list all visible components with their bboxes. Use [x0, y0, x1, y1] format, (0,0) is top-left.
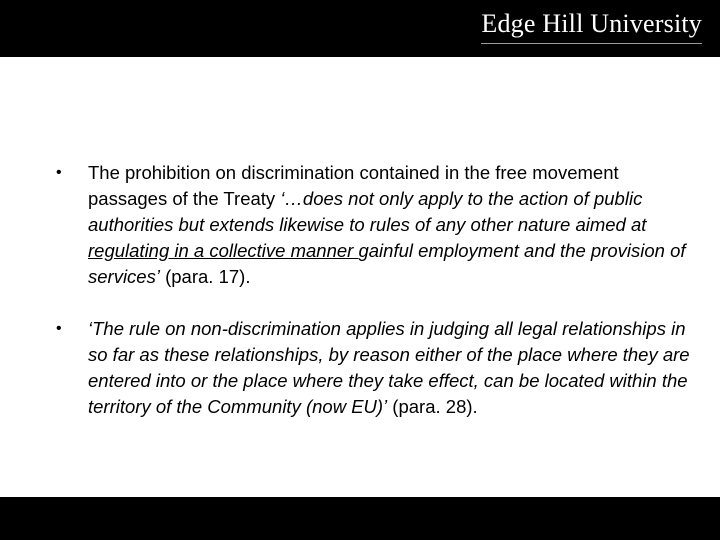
bullet-icon: • — [56, 320, 62, 337]
citation-text: (para. 28). — [387, 396, 478, 417]
quoted-text: ‘The rule on non-discrimination applies in judging all legal relationships in so far as these relationships, by reason either of the place where they are entered into or the place where they take effect, can be located within the territory of the Community (now EU)’ — [88, 318, 690, 417]
underlined-quoted-text: regulating in a collective manner — [88, 240, 359, 261]
plain-text: The prohibition on discrimination contained in the free movement passages of the Treaty — [88, 162, 619, 209]
slide-content — [56, 160, 696, 420]
quoted-text: gainful employment and the provision of services’ — [88, 240, 686, 287]
bullet-text — [88, 318, 690, 417]
university-logo-text: Edge Hill University — [481, 9, 702, 44]
bullet-item — [56, 160, 696, 290]
footer-bar — [0, 497, 720, 540]
bullet-text — [88, 162, 686, 287]
quoted-text: ‘…does not only apply to the action of public authorities but extends likewise to rules of any other nature aimed at — [88, 188, 647, 235]
bullet-icon: • — [56, 164, 62, 181]
bullet-item — [56, 316, 696, 420]
header-bar — [0, 0, 720, 57]
citation-text: (para. 17). — [159, 266, 251, 287]
